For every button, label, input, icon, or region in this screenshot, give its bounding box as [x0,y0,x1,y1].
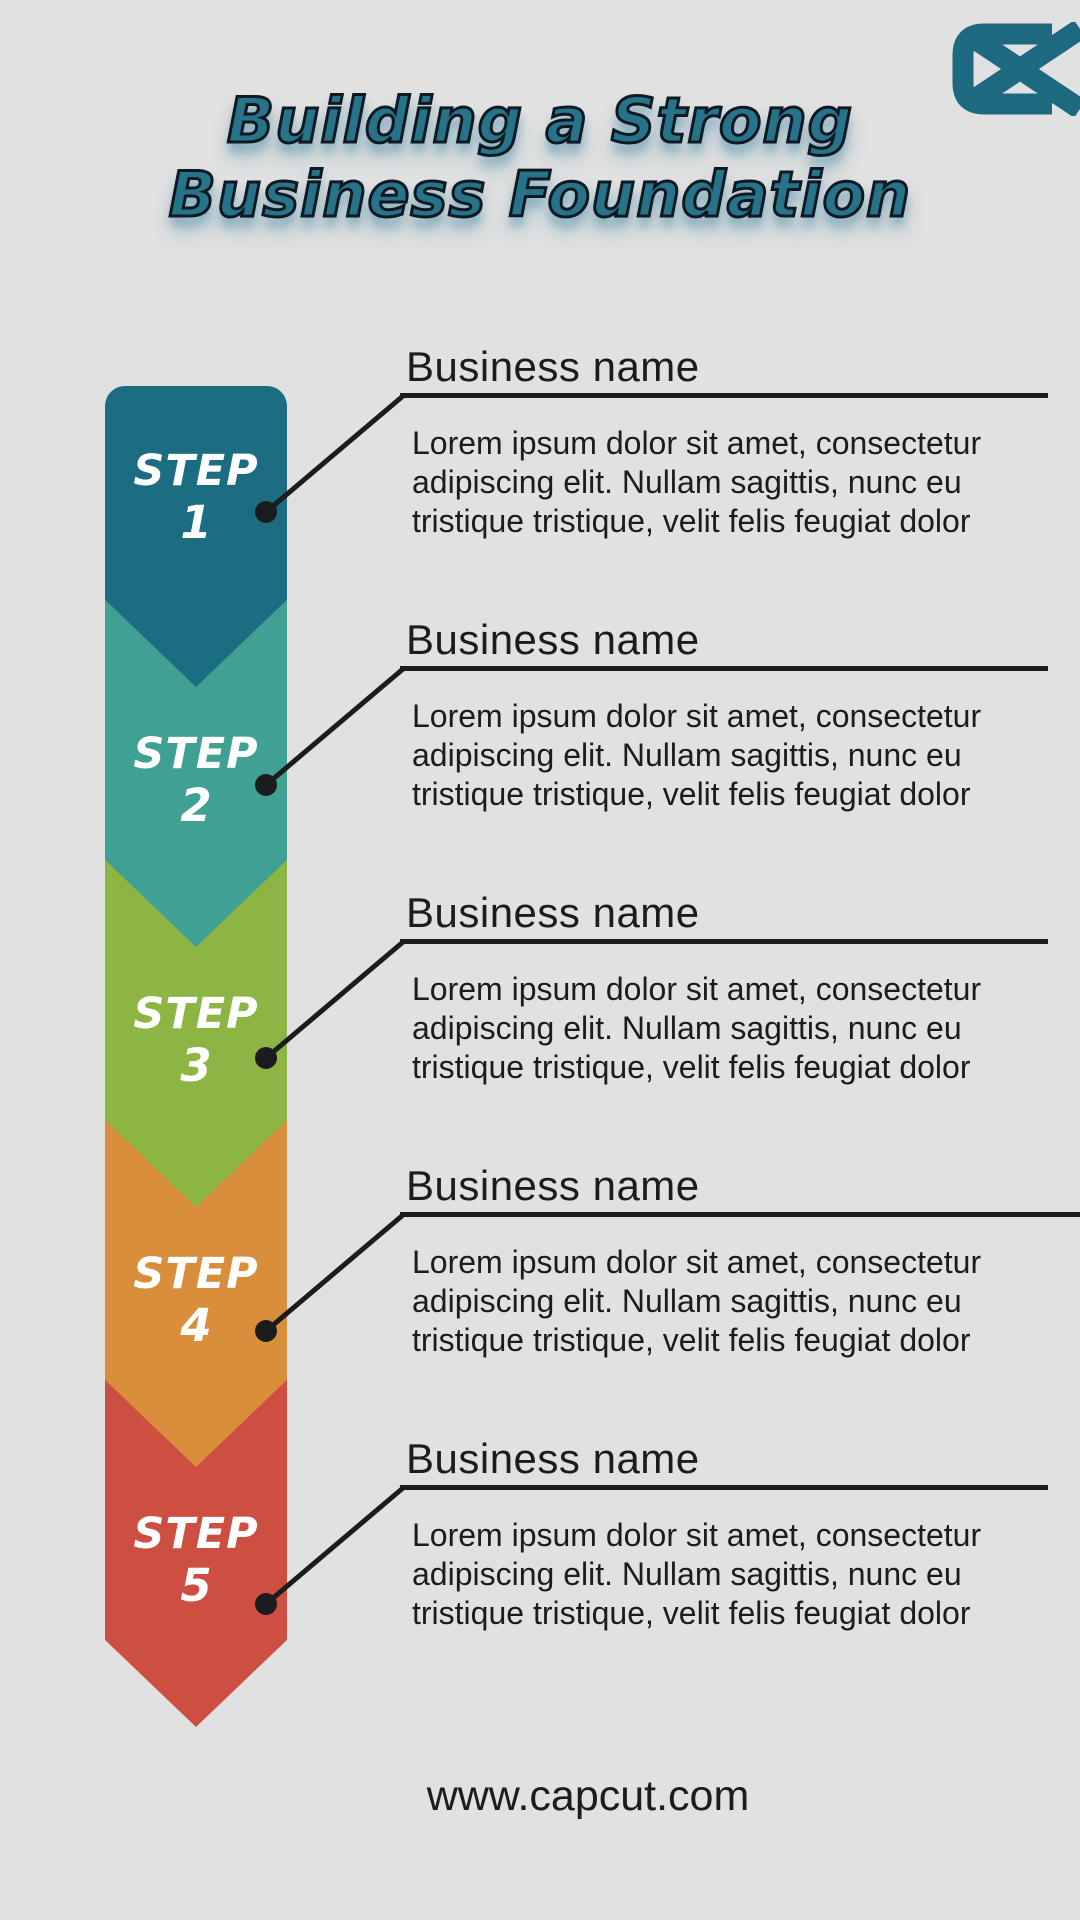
connector-2 [255,669,403,796]
connector-dot [255,1047,277,1069]
step-label-word: STEP [133,1509,259,1559]
step-label-number: 5 [180,1559,212,1612]
step-heading: Business name [406,889,700,936]
website-url: www.capcut.com [426,1772,750,1820]
step-description: Lorem ipsum dolor sit amet, consectetur adipiscing elit. Nullam sagittis, nunc eu tristique tristique, velit felis feugiat dolor [412,1517,982,1631]
heading-underline [400,393,1048,398]
step-text-group-5 [400,1433,1048,1633]
step-text-group-1 [400,341,1048,541]
step-text-group-4 [400,1160,1048,1360]
step-heading: Business name [406,343,700,390]
connector-1 [255,396,403,523]
step-description: Lorem ipsum dolor sit amet, consectetur adipiscing elit. Nullam sagittis, nunc eu tristique tristique, velit felis feugiat dolor [412,1244,982,1358]
step-label-word: STEP [133,446,259,496]
step-label-word: STEP [133,729,259,779]
page-title-line2: Business Foundation [168,158,912,231]
connector-dot [255,1320,277,1342]
step-description: Lorem ipsum dolor sit amet, consectetur adipiscing elit. Nullam sagittis, nunc eu tristique tristique, velit felis feugiat dolor [412,971,982,1085]
heading-underline [400,666,1048,671]
step-description: Lorem ipsum dolor sit amet, consectetur adipiscing elit. Nullam sagittis, nunc eu tristique tristique, velit felis feugiat dolor [412,425,982,539]
connector-dot [255,774,277,796]
connector-3 [255,942,403,1069]
page-title-line1: Building a Strong [226,84,854,157]
step-text-group-2 [400,614,1048,814]
step-heading: Business name [406,1162,700,1209]
step-label-word: STEP [133,989,259,1039]
step-label-number: 1 [180,496,212,549]
step-heading: Business name [406,616,700,663]
connector-4 [255,1215,403,1342]
step-label-word: STEP [133,1249,259,1299]
heading-underline [400,1212,1080,1217]
step-heading: Business name [406,1435,700,1482]
step-label-number: 4 [180,1299,212,1352]
step-description: Lorem ipsum dolor sit amet, consectetur adipiscing elit. Nullam sagittis, nunc eu tristique tristique, velit felis feugiat dolor [412,698,982,812]
connector-dot [255,1593,277,1615]
connector-5 [255,1488,403,1615]
step-label-number: 2 [180,779,212,832]
step-text-group-3 [400,887,1048,1087]
step-label-number: 3 [180,1039,212,1092]
heading-underline [400,1485,1048,1490]
heading-underline [400,939,1048,944]
connector-dot [255,501,277,523]
